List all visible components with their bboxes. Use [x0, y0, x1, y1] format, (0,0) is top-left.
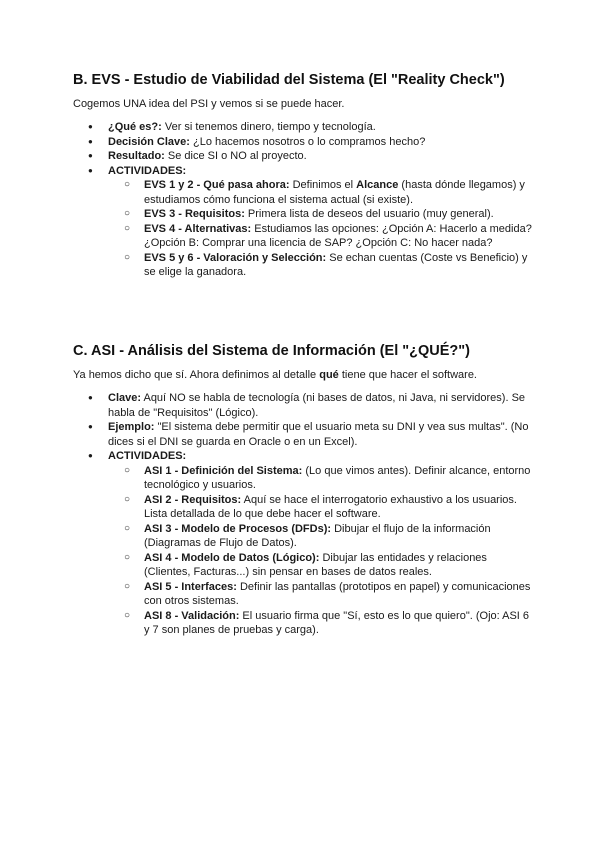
activity-item: ○ ASI 5 - Interfaces: Definir las pantallas (prototipos en papel) y comunicaciones con otros sistemas. — [108, 580, 533, 609]
activity-item: ○ ASI 2 - Requisitos: Aquí se hace el interrogatorio exhaustivo a los usuarios. Lista detallada de lo que debe hacer el software. — [108, 493, 533, 522]
asi-bullet-list — [73, 391, 533, 638]
section-evs-heading: B. EVS - Estudio de Viabilidad del Sistema (El "Reality Check") — [73, 72, 505, 88]
activity-item: ○ ASI 3 - Modelo de Procesos (DFDs): Dibujar el flujo de la información (Diagramas de Flujo de Datos). — [108, 522, 533, 551]
activity-item: ○ EVS 4 - Alternativas: Estudiamos las opciones: ¿Opción A: Hacerlo a medida? ¿Opción B: Comprar una licencia de SAP? ¿Opción C: No hacer nada? — [108, 222, 533, 251]
list-item: ● Resultado: Se dice SI o NO al proyecto. — [73, 149, 533, 164]
evs-bullet-list — [73, 120, 533, 280]
activity-item: ○ EVS 5 y 6 - Valoración y Selección: Se echan cuentas (Coste vs Beneficio) y se elige la ganadora. — [108, 251, 533, 280]
activity-item: ○ ASI 4 - Modelo de Datos (Lógico): Dibujar las entidades y relaciones (Clientes, Facturas...) sin pensar en bases de datos reales. — [108, 551, 533, 580]
list-item: ● ACTIVIDADES: ○ EVS 1 y 2 - Qué pasa ahora: Definimos el Alcance (hasta dónde llegamos) y estudiamos cómo funciona el sistema actual (si existe). ○ EVS 3 - Requisitos: Primera lista de deseos del usuario (muy general). ○ EVS 4 - Alternativas: Estudiamos las opciones: ¿Opción A: Hacerlo a medida? ¿Opción B: Comprar una licencia de SAP? ¿Opción C: No hacer nada? ○ EVS 5 y 6 - Valoración y Selección: Se echan cuentas (Coste vs Beneficio) y se elige la ganadora. — [73, 164, 533, 280]
evs-activities-list — [108, 178, 533, 280]
section-asi-heading: C. ASI - Análisis del Sistema de Información (El "¿QUÉ?") — [73, 343, 470, 359]
activity-item: ○ EVS 1 y 2 - Qué pasa ahora: Definimos el Alcance (hasta dónde llegamos) y estudiamos cómo funciona el sistema actual (si existe). — [108, 178, 533, 207]
list-item: ● Ejemplo: "El sistema debe permitir que el usuario meta su DNI y vea sus multas". (No dices si el DNI se guarda en Oracle o en un Excel). — [73, 420, 533, 449]
section-evs-intro: Cogemos UNA idea del PSI y vemos si se puede hacer. — [73, 98, 345, 110]
list-item: ● Decisión Clave: ¿Lo hacemos nosotros o lo compramos hecho? — [73, 135, 533, 150]
list-item: ● Clave: Aquí NO se habla de tecnología (ni bases de datos, ni Java, ni servidores). Se habla de "Requisitos" (Lógico). — [73, 391, 533, 420]
section-asi-intro: Ya hemos dicho que sí. Ahora definimos al detalle qué tiene que hacer el software. — [73, 369, 477, 381]
asi-activities-list — [108, 464, 533, 638]
activity-item: ○ ASI 8 - Validación: El usuario firma que "Sí, esto es lo que quiero". (Ojo: ASI 6 y 7 son planes de pruebas y carga). — [108, 609, 533, 638]
activity-item: ○ ASI 1 - Definición del Sistema: (Lo que vimos antes). Definir alcance, entorno tecnológico y usuarios. — [108, 464, 533, 493]
list-item: ● ¿Qué es?: Ver si tenemos dinero, tiempo y tecnología. — [73, 120, 533, 135]
section-evs — [73, 70, 533, 280]
activity-item: ○ EVS 3 - Requisitos: Primera lista de deseos del usuario (muy general). — [108, 207, 533, 222]
section-asi — [73, 341, 533, 638]
list-item: ● ACTIVIDADES: ○ ASI 1 - Definición del Sistema: (Lo que vimos antes). Definir alcance, entorno tecnológico y usuarios. ○ ASI 2 - Requisitos: Aquí se hace el interrogatorio exhaustivo a los usuarios. Lista detallada de lo que debe hacer el software. ○ ASI 3 - Modelo de Procesos (DFDs): Dibujar el flujo de la información (Diagramas de Flujo de Datos). ○ ASI 4 - Modelo de Datos (Lógico): Dibujar las entidades y relaciones (Clientes, Facturas...) sin pensar en bases de datos reales. ○ ASI 5 - Interfaces: Definir las pantallas (prototipos en papel) y comunicaciones con otros sistemas. ○ ASI 8 - Validación: El usuario firma que "Sí, esto es lo que quiero". (Ojo: ASI 6 y 7 son planes de pruebas y carga). — [73, 449, 533, 638]
